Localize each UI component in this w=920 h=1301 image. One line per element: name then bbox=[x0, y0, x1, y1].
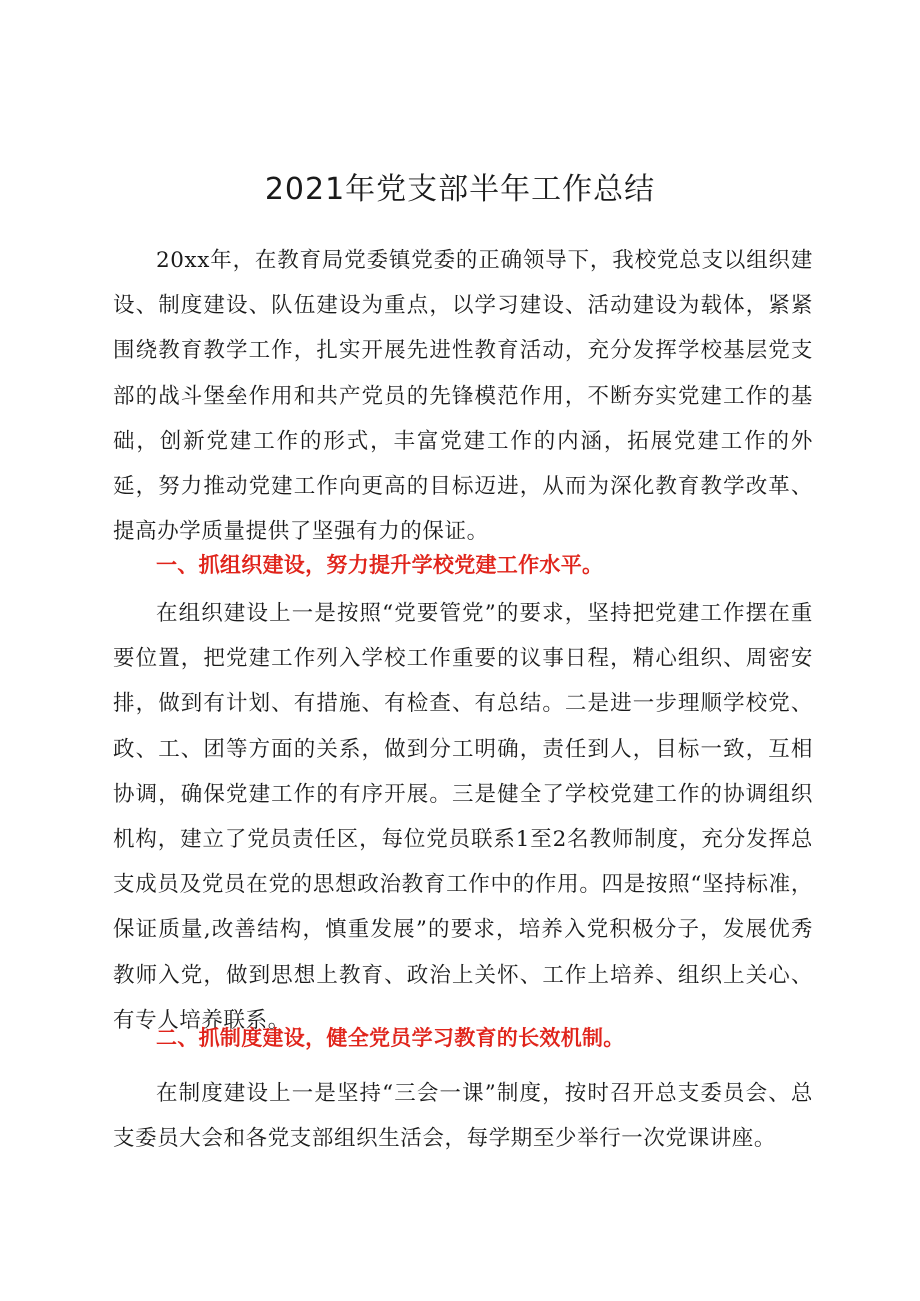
section-2-paragraph: 在制度建设上一是坚持“三会一课”制度，按时召开总支委员会、总支委员大会和各党支部组织生活会，每学期至少举行一次党课讲座。 bbox=[113, 1081, 813, 1152]
section-1-paragraph: 在组织建设上一是按照“党要管党”的要求，坚持把党建工作摆在重要位置，把党建工作列入学校工作重要的议事日程，精心组织、周密安排，做到有计划、有措施、有检查、有总结。二是进一步理顺学校党、政、工、团等方面的关系，做到分工明确，责任到人，目标一致，互相协调，确保党建工作的有序开展。三是健全了学校党建工作的协调组织机构，建立了党员责任区，每位党员联系1至2名教师制度，充分发挥总支成员及党员在党的思想政治教育工作中的作用。四是按照“坚持标准，保证质量,改善结构，慎重发展”的要求，培养入党积极分子，发展优秀教师入党，做到思想上教育、政治上关怀、工作上培养、组织上关心、有专人培养联系。 bbox=[113, 601, 813, 1033]
document-title: 2021年党支部半年工作总结 bbox=[264, 172, 656, 207]
section-1-heading: 一、抓组织建设，努力提升学校党建工作水平。 bbox=[156, 553, 604, 577]
section-2-heading: 二、抓制度建设，健全党员学习教育的长效机制。 bbox=[156, 1026, 625, 1050]
intro-paragraph: 20xx年，在教育局党委镇党委的正确领导下，我校党总支以组织建设、制度建设、队伍建设为重点，以学习建设、活动建设为载体，紧紧围绕教育教学工作，扎实开展先进性教育活动，充分发挥学校基层党支部的战斗堡垒作用和共产党员的先锋模范作用，不断夯实党建工作的基础，创新党建工作的形式，丰富党建工作的内涵，拓展党建工作的外延，努力推动党建工作向更高的目标迈进，从而为深化教育教学改革、提高办学质量提供了坚强有力的保证。 bbox=[113, 248, 813, 545]
